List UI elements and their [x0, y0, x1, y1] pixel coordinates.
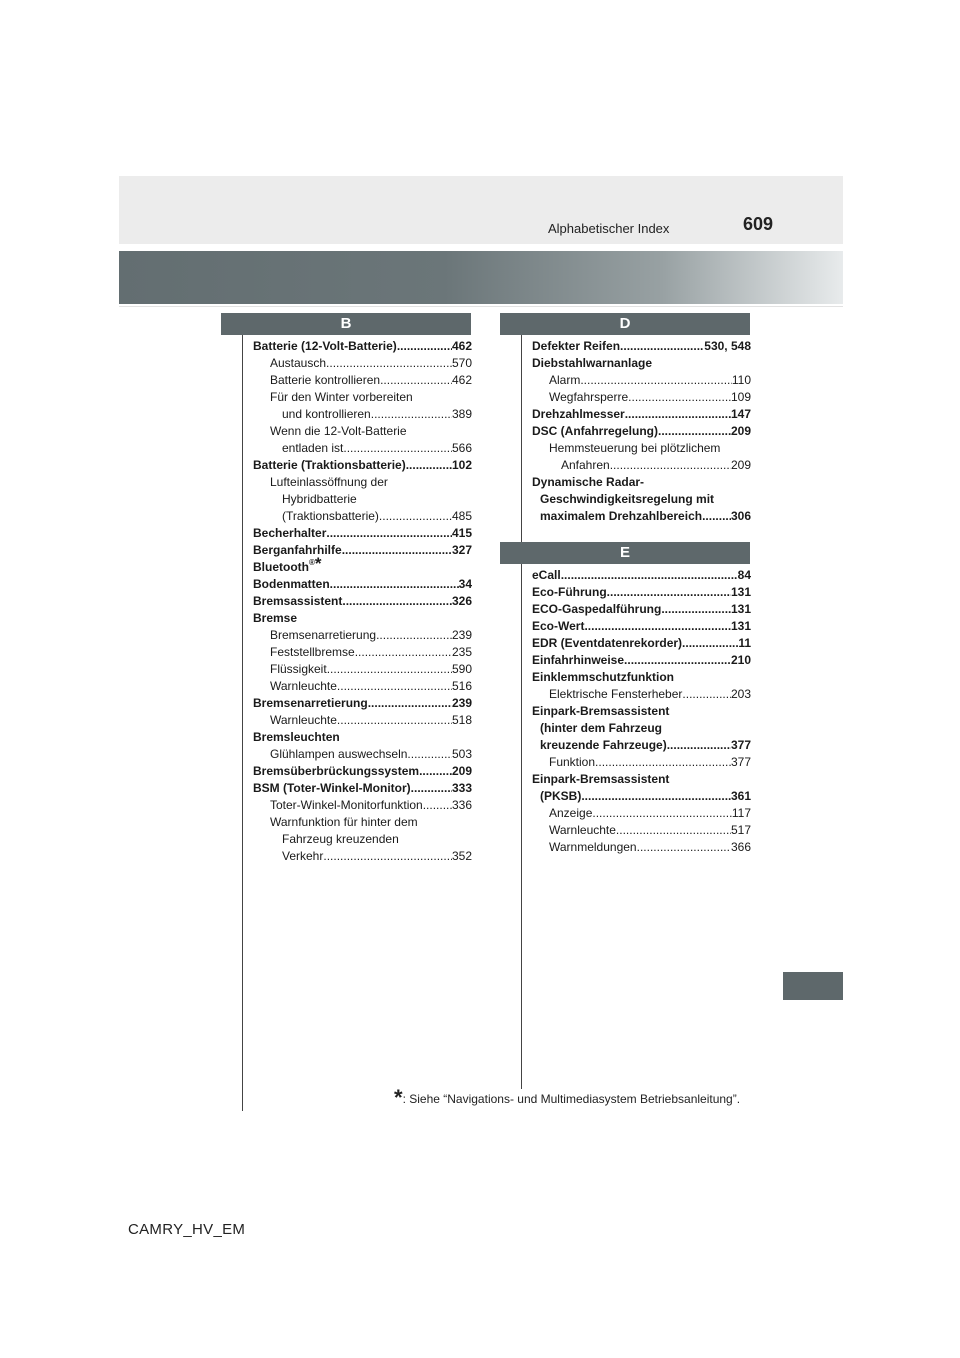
dot-leader [607, 584, 731, 601]
index-entry-text: Hybridbatterie [282, 492, 357, 506]
page-reference: 327 [451, 543, 472, 557]
index-entry-text: Geschwindigkeitsregelung mit [540, 492, 715, 506]
page-reference: 377 [730, 755, 751, 769]
page-reference: 462 [451, 339, 472, 353]
dot-leader [368, 695, 452, 712]
page-reference: 518 [451, 713, 472, 727]
index-entry [253, 797, 472, 814]
index-entry [253, 780, 472, 797]
dot-leader [625, 406, 731, 423]
index-entry-text: Dynamische Radar- [532, 475, 645, 489]
dot-leader [406, 457, 452, 474]
dot-leader [637, 839, 731, 856]
page-reference: 117 [731, 806, 751, 820]
index-entry-text: Bremsüberbrückungssystem [253, 764, 420, 778]
index-entry [253, 644, 472, 661]
dot-leader [561, 567, 738, 584]
dot-leader [379, 508, 452, 525]
dot-leader [326, 525, 452, 542]
index-entry-text: Wenn die 12-Volt-Batterie [270, 424, 407, 438]
index-entry [253, 678, 472, 695]
page-reference: 389 [451, 407, 472, 421]
dot-leader [323, 848, 452, 865]
dot-leader [342, 593, 452, 610]
index-entry [532, 771, 751, 805]
index-entry-text: Bremsleuchten [253, 730, 340, 744]
index-entry-text: und kontrollieren [282, 407, 371, 421]
page-reference: 239 [451, 628, 472, 642]
index-entry-text: Feststellbremse [270, 645, 355, 659]
index-entry-text: Bluetooth [253, 560, 309, 574]
page-reference: 209 [730, 458, 751, 472]
page-reference: 366 [730, 840, 751, 854]
page-reference: 102 [451, 458, 472, 472]
index-entry-text: Warnleuchte [270, 679, 337, 693]
index-entry-text: Batterie (12-Volt-Batterie) [253, 339, 397, 353]
page-reference: 306 [730, 509, 751, 523]
footnote [394, 1085, 741, 1110]
dot-leader [581, 788, 731, 805]
dot-leader [376, 627, 452, 644]
index-entry-text: Warnfunktion für hinter dem [270, 815, 418, 829]
index-entry [253, 474, 472, 525]
page-reference: 131 [730, 619, 751, 633]
index-entry-text: Einklemmschutzfunktion [532, 670, 675, 684]
dot-leader [682, 686, 731, 703]
index-entry-text: Funktion [549, 755, 596, 769]
dot-leader [423, 797, 452, 814]
page-reference: 361 [730, 789, 751, 803]
index-entry [253, 610, 472, 627]
registered-mark: ® [309, 558, 315, 567]
index-entry [253, 763, 472, 780]
index-entry [532, 423, 751, 440]
dot-leader [337, 712, 452, 729]
page-reference: 590 [451, 662, 472, 676]
dot-leader [658, 423, 731, 440]
dot-leader [371, 406, 452, 423]
dot-leader [411, 780, 452, 797]
page-reference: 462 [451, 373, 472, 387]
page-reference: 239 [451, 696, 472, 710]
index-entry-text: Anzeige [549, 806, 593, 820]
footnote-marker: * [314, 554, 322, 573]
page-reference: 503 [451, 747, 472, 761]
index-entry-text: Einfahrhinweise [532, 653, 625, 667]
index-entry [253, 423, 472, 457]
dot-leader [330, 576, 459, 593]
page-number: 609 [743, 214, 774, 234]
dot-leader [407, 746, 452, 763]
page-reference: 110 [731, 373, 751, 387]
page-reference: 352 [451, 849, 472, 863]
index-entry-text: Bremsassistent [253, 594, 343, 608]
index-entry-text: (Traktionsbatterie) [282, 509, 379, 523]
index-entry [253, 576, 472, 593]
index-column-e [532, 567, 751, 856]
index-entry [253, 542, 472, 559]
footnote-star: * [394, 1085, 403, 1110]
dot-leader [610, 457, 731, 474]
index-entry-text: Elektrische Fensterheber [549, 687, 683, 701]
letter-header-e: E [500, 542, 750, 564]
page-reference: 377 [730, 738, 751, 752]
index-entry-text: Anfahren [561, 458, 610, 472]
index-entry [532, 754, 751, 771]
index-entry [532, 635, 751, 652]
page-reference: 485 [451, 509, 472, 523]
index-entry-text: kreuzende Fahrzeuge) [540, 738, 667, 752]
page-reference: 131 [730, 602, 751, 616]
index-entry [532, 703, 751, 754]
page-reference: 11 [738, 636, 751, 650]
dot-leader [337, 678, 452, 695]
left-column-rule [242, 313, 243, 1111]
index-entry [253, 712, 472, 729]
index-entry [253, 627, 472, 644]
index-entry-text: Flüssigkeit [270, 662, 327, 676]
index-entry [532, 406, 751, 423]
page-reference: 415 [451, 526, 472, 540]
index-entry-text: Warnleuchte [270, 713, 337, 727]
index-column-d [532, 338, 751, 525]
index-entry [253, 389, 472, 423]
index-entry-text: Hemmsteuerung bei plötzlichem [549, 441, 721, 455]
index-entry-text: entladen ist [282, 441, 344, 455]
index-entry-text: Glühlampen auswechseln [270, 747, 408, 761]
dot-leader [419, 763, 452, 780]
dot-leader [628, 389, 731, 406]
dot-leader [343, 440, 452, 457]
index-entry [532, 805, 751, 822]
index-entry-text: Einpark-Bremsassistent [532, 704, 670, 718]
page-reference: 84 [737, 568, 751, 582]
index-entry-text: DSC (Anfahrregelung) [532, 424, 658, 438]
index-entry-text: Bremse [253, 611, 298, 625]
page-reference: 131 [730, 585, 751, 599]
index-entry [532, 372, 751, 389]
dot-leader [702, 508, 731, 525]
page-reference: 209 [451, 764, 472, 778]
index-entry-text: Toter-Winkel-Monitorfunktion [270, 798, 423, 812]
index-entry-text: Fahrzeug kreuzenden [282, 832, 399, 846]
dot-leader [624, 652, 731, 669]
dot-leader [592, 805, 731, 822]
index-entry [253, 746, 472, 763]
page-reference: 517 [730, 823, 751, 837]
index-entry [532, 686, 751, 703]
dot-leader [595, 754, 731, 771]
index-entry [532, 474, 751, 525]
index-entry [253, 695, 472, 712]
footnote-text: : Siehe “Navigations- und Multimediasystem Betriebsanleitung”. [402, 1092, 741, 1106]
index-entry [253, 661, 472, 678]
index-entry-text: BSM (Toter-Winkel-Monitor) [253, 781, 411, 795]
page-reference: 209 [730, 424, 751, 438]
page-reference: 109 [730, 390, 751, 404]
index-entry-text: Bremsenarretierung [253, 696, 368, 710]
index-entry-text: Einpark-Bremsassistent [532, 772, 670, 786]
index-entry [253, 554, 472, 576]
dot-leader [616, 822, 731, 839]
index-entry-text: maximalem Drehzahlbereich [540, 509, 703, 523]
index-entry-text: Für den Winter vorbereiten [270, 390, 413, 404]
dot-leader [620, 338, 704, 355]
page-reference: 203 [730, 687, 751, 701]
index-entry [253, 729, 472, 746]
index-column-b [253, 338, 472, 865]
center-column-rule [521, 313, 522, 1089]
index-entry-text: Lufteinlassöffnung der [270, 475, 388, 489]
index-entry [532, 338, 751, 355]
dot-leader [327, 661, 452, 678]
dot-leader [355, 644, 452, 661]
index-entry [532, 584, 751, 601]
index-entry [253, 457, 472, 474]
dot-leader [584, 618, 731, 635]
index-entry-text: Wegfahrsperre [549, 390, 629, 404]
header-band [119, 176, 843, 244]
dot-leader [326, 355, 452, 372]
index-entry-text: Warnmeldungen [549, 840, 637, 854]
index-entry-text: ECO-Gaspedalführung [532, 602, 662, 616]
index-entry [253, 338, 472, 355]
page-reference: 34 [458, 577, 472, 591]
section-thumb-tab [783, 972, 843, 1000]
index-entry-text: eCall [532, 568, 561, 582]
index-entry-text: Eco-Wert [532, 619, 585, 633]
index-entry-text: Berganfahrhilfe [253, 543, 342, 557]
index-entry-text: Bremsenarretierung [270, 628, 377, 642]
page-reference: 147 [730, 407, 751, 421]
index-entry [532, 601, 751, 618]
index-entry-text: Batterie (Traktionsbatterie) [253, 458, 406, 472]
dot-leader [667, 737, 731, 754]
index-entry [532, 669, 751, 686]
page-reference: 516 [451, 679, 472, 693]
index-entry-text: Warnleuchte [549, 823, 616, 837]
index-entry [532, 618, 751, 635]
header-gradient-bar [119, 251, 843, 304]
page-reference: 336 [451, 798, 472, 812]
dot-leader [661, 601, 731, 618]
model-code: CAMRY_HV_EM [128, 1221, 246, 1238]
index-entry-text: Drehzahlmesser [532, 407, 625, 421]
index-entry-text: Batterie kontrollieren [270, 373, 381, 387]
header-rule [119, 306, 843, 307]
page-reference: 566 [451, 441, 472, 455]
page-reference: 210 [730, 653, 751, 667]
index-entry [253, 814, 472, 865]
index-entry [253, 593, 472, 610]
index-entry-text: Defekter Reifen [532, 339, 621, 353]
dot-leader [580, 372, 732, 389]
index-entry [532, 355, 751, 372]
index-entry [532, 652, 751, 669]
letter-header-d: D [500, 313, 750, 335]
index-entry [253, 355, 472, 372]
index-entry [532, 389, 751, 406]
index-entry-text: (PKSB) [540, 789, 582, 803]
index-entry [253, 372, 472, 389]
index-entry-text: Becherhalter [253, 526, 327, 540]
index-entry-text: EDR (Eventdatenrekorder) [532, 636, 683, 650]
index-entry [532, 567, 751, 584]
dot-leader [342, 542, 452, 559]
index-entry [532, 440, 751, 474]
index-entry-text: Alarm [549, 373, 581, 387]
index-entry [253, 525, 472, 542]
dot-leader [380, 372, 452, 389]
page-reference: 235 [451, 645, 472, 659]
page-reference: 333 [451, 781, 472, 795]
letter-header-b: B [221, 313, 471, 335]
index-entry-text: Eco-Führung [532, 585, 607, 599]
index-entry-text: Bodenmatten [253, 577, 330, 591]
index-entry-text: Verkehr [282, 849, 324, 863]
index-entry-text: Austausch [270, 356, 327, 370]
index-entry-text: (hinter dem Fahrzeug [540, 721, 663, 735]
page-reference: 530, 548 [704, 339, 751, 353]
page-reference: 326 [451, 594, 472, 608]
section-title: Alphabetischer Index [548, 221, 670, 236]
dot-leader [397, 338, 452, 355]
index-entry [532, 822, 751, 839]
dot-leader [682, 635, 738, 652]
index-entry-text: Diebstahlwarnanlage [532, 356, 653, 370]
index-entry [532, 839, 751, 856]
page-reference: 570 [451, 356, 472, 370]
